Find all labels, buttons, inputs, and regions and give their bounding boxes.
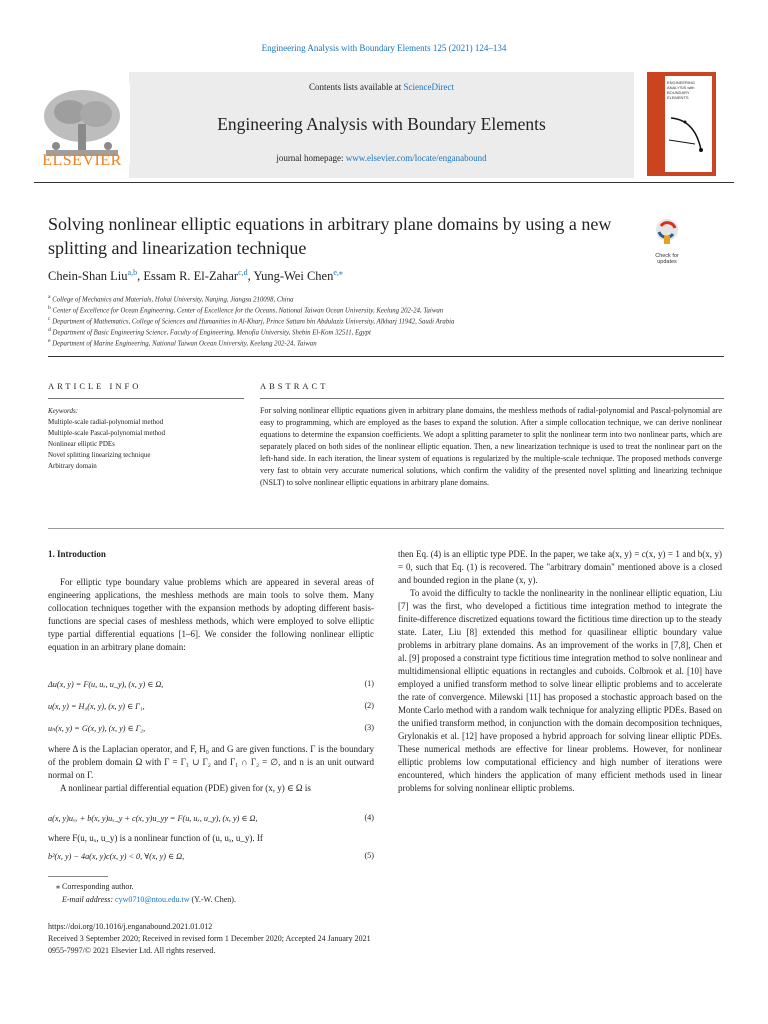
author-name[interactable]: Chein-Shan Liu — [48, 269, 128, 284]
title-rule — [48, 356, 724, 357]
abstract-bottom-rule — [48, 528, 724, 529]
homepage-link[interactable]: www.elsevier.com/locate/enganabound — [345, 153, 487, 163]
intro-paragraph: For elliptic type boundary value problems which are appeared in several areas of engineering applications, the meshless methods are main tools to solve them. Many collocation techniques together with the expansion methods by adopting different basis-functions are special cases of meshless methods, which were employed to solve elliptic type partial differential equations [1–6]. We consider the following nonlinear elliptic equation in an arbitrary plane domain: — [48, 577, 374, 652]
intro-paragraph: where F(u, uₓ, u_y) is a nonlinear function of (u, uₓ, u_y). If — [48, 833, 263, 843]
equation-3: uₙ(x, y) = G(x, y), (x, y) ∈ Γ₂, (3) — [48, 723, 374, 733]
header-rule — [34, 182, 734, 183]
paper-title: Solving nonlinear elliptic equations in arbitrary plane domains by using a new splitting and linearization technique — [48, 214, 612, 258]
journal-citation[interactable]: Engineering Analysis with Boundary Elements 125 (2021) 124–134 — [261, 43, 507, 53]
journal-title: Engineering Analysis with Boundary Elements — [217, 114, 546, 134]
equation-5: b²(x, y) − 4a(x, y)c(x, y) < 0, ∀(x, y) ∈ Ω, (5) — [48, 851, 374, 861]
corresponding-author-note: ⁎ Corresponding author. — [56, 882, 134, 891]
intro-paragraph: then Eq. (4) is an elliptic type PDE. In the paper, we take a(x, y) = c(x, y) = 1 and b(x, y) = 0, such that Eq. (1) is recovered. The "arbitrary domain" mentioned above is a closed and bounded region in the plane (x, y). To avoid the difficulty to tackle the nonlinearity in the nonlinear elliptic equation, Liu [7] was the first, who developed a fictitious time integration method to integrate the finite-difference discretized equations toward the fictitious time direction up to the steady state. Later, Liu [8] extended this method for quasilinear elliptic boundary value problems in arbitrary plane domains. As an improvement of the works in [7,8], Chen et al. [9] proposed a constraint type fictitious time integration method to solve nonlinear and multidimensional elliptic equations in rectangles and cuboids. Colbrook et al. [10] have employed a unified transform method to solve linear elliptic problems and to accelerate the rate of convergence. Milewski [11] has proposed a stochastic approach based on the Monte Carlo method with a random walk technique for analyzing elliptic PDEs. Based on the unified transform method, in conjunction with the domain decomposition techniques, Grylonakis et al. [12] have proposed a hybrid approach for solving linear elliptic PDEs. These numerical methods are effective for linear problems. However, for nonlinear elliptic problems low computational efficiency and high number of iterations were encountered, which hinders the application of many efficient methods used in linear problems for solving nonlinear elliptic problems. — [398, 549, 722, 793]
keywords-label: Keywords: — [48, 407, 79, 415]
keyword: Arbitrary domain — [48, 462, 97, 470]
affiliation: $^c$ Department of Mathematics, College of Sciences and Humanities in Al-Kharj, Prince Sattam bin Abdulaziz University, Alkharj 11942, Saudi Arabia — [48, 316, 455, 326]
affiliation: $^b$ Center of Excellence for Ocean Engineering, Center of Excellence for the Oceans, National Taiwan Ocean University, Keelung 202-24, Taiwan — [48, 305, 444, 315]
keyword: Multiple-scale radial-polynomial method — [48, 418, 164, 426]
email-note: E-mail address: cyw0710@ntou.edu.tw (Y.-W. Chen). — [62, 895, 236, 904]
author-name[interactable]: Yung-Wei Chen — [253, 269, 334, 284]
keyword: Nonlinear elliptic PDEs — [48, 440, 115, 448]
equation-1: Δu(x, y) = F(u, uₓ, u_y), (x, y) ∈ Ω, (1) — [48, 679, 374, 689]
copyright: 0955-7997/© 2021 Elsevier Ltd. All rights reserved. — [48, 946, 216, 955]
author-name[interactable]: Essam R. El-Zahar — [143, 269, 239, 284]
elsevier-wordmark: ELSEVIER — [42, 152, 122, 169]
footnote-rule — [48, 876, 108, 877]
keyword: Novel splitting linearizing technique — [48, 451, 151, 459]
journal-homepage: journal homepage: www.elsevier.com/locate/enganabound — [276, 153, 487, 163]
abstract-rule — [260, 398, 724, 399]
received-dates: Received 3 September 2020; Received in revised form 1 December 2020; Accepted 24 January 2021 — [48, 934, 371, 943]
keyword: Multiple-scale Pascal-polynomial method — [48, 429, 166, 437]
abstract-text: For solving nonlinear elliptic equations given in arbitrary plane domains, the meshless methods of radial-polynomial and Pascal-polynomial are easy to programming, which are employed as the bases to expand the solution. After a simple collocation technique, we can derive nonlinear equations to determine the expansion coefficients. We adopt a splitting parameter to split the nonlinear term into two nonlinear parts, which are separately placed on both sides of the nonlinear elliptic equation. Then, a new linearization technique is used to treat the nonlinear part on the left-hand side. In each iteration, the linear system of equations is regularized by the multiple-scale technique. The proposed methods converge very fast to obtain very accurate numerical solutions, which confirm the validity of the presented novel splitting and linearizing technique (NSLT) to solve nonlinear elliptic equations in arbitrary plane domains. — [260, 406, 722, 487]
contents-line: Contents lists available at ScienceDirect — [309, 82, 454, 92]
sciencedirect-link[interactable]: ScienceDirect — [403, 82, 454, 92]
author-email-link[interactable]: cyw0710@ntou.edu.tw — [115, 895, 190, 904]
affiliation: $^a$ College of Mechanics and Materials, Hohai University, Nanjing, Jiangsu 210098, China — [48, 294, 294, 304]
cover-title: ENGINEERING ANALYSIS with BOUNDARY ELEMENTS — [667, 80, 696, 100]
doi-link[interactable]: https://doi.org/10.1016/j.enganabound.2021.01.012 — [48, 922, 213, 931]
cover-art-icon — [665, 110, 712, 170]
article-info-rule — [48, 398, 244, 399]
abstract-heading: ABSTRACT — [260, 381, 329, 391]
equation-2: u(x, y) = H₀(x, y), (x, y) ∈ Γ₁, (2) — [48, 701, 374, 711]
section-heading-introduction: 1. Introduction — [48, 549, 106, 559]
check-for-updates-badge[interactable] — [647, 216, 687, 265]
affiliation: $^d$ Department of Basic Engineering Science, Faculty of Engineering, Menofia University, Shebin El-Kom 32511, Egypt — [48, 327, 371, 337]
article-info-heading: ARTICLE INFO — [48, 381, 142, 391]
journal-cover-thumbnail[interactable] — [647, 72, 716, 176]
equation-4: a(x, y)uₓₓ + b(x, y)uₓ_y + c(x, y)u_yy = F(u, uₓ, u_y), (x, y) ∈ Ω, (4) — [48, 813, 374, 823]
author-list: Chein-Shan Liu$^{a,b}$, Essam R. El-Zahar$^{c,d}$, Yung-Wei Chen$^{e,⁎}$ — [48, 268, 343, 284]
affiliation: $^e$ Department of Marine Engineering, National Taiwan Ocean University, Keelung 202-24, Taiwan — [48, 338, 317, 348]
check-for-updates-icon — [647, 216, 687, 248]
badge-label: Check for updates — [655, 253, 679, 265]
intro-paragraph: where Δ is the Laplacian operator, and F, H₀ and G are given functions. Γ is the boundary of the problem domain Ω with Γ = Γ₁ ∪ Γ₂ and Γ₁ ∩ Γ₂ = ∅, and n is an unit outward normal on Γ. A nonlinear partial differential equation (PDE) given for (x, y) ∈ Ω is — [48, 744, 374, 793]
